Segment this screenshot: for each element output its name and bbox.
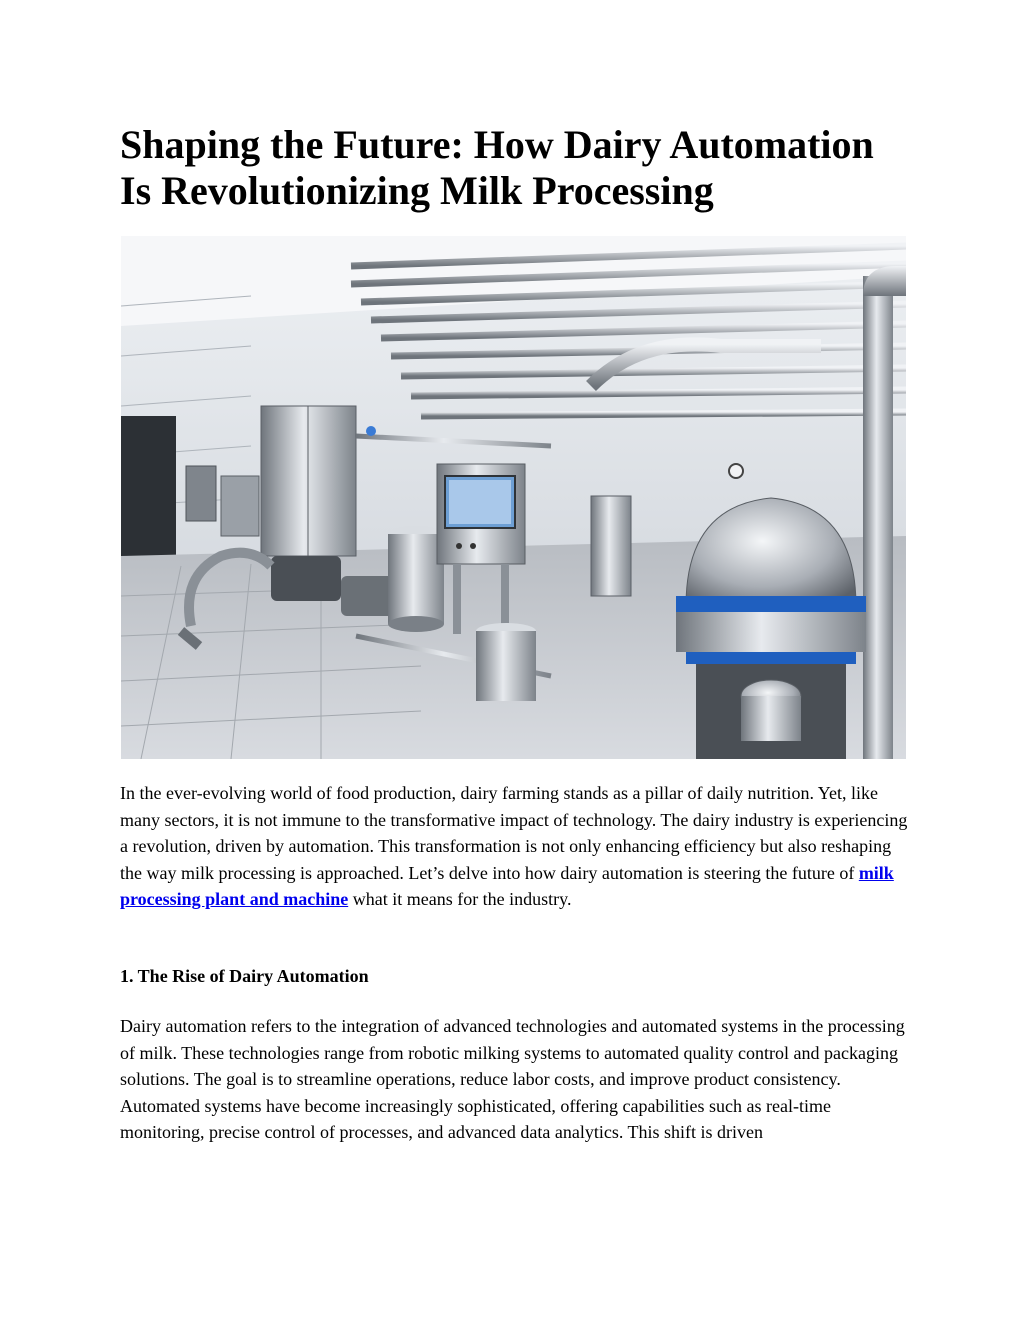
- intro-paragraph: [120, 780, 910, 913]
- title-line-2: Is Revolutionizing Milk Processing: [120, 168, 714, 213]
- milk-processing-plant-link[interactable]: milk processing plant and machine: [120, 862, 894, 910]
- hero-image: [121, 236, 906, 759]
- dairy-plant-illustration: [121, 236, 906, 759]
- section-body: [120, 1013, 910, 1146]
- title-line-1: Shaping the Future: How Dairy Automation: [120, 122, 874, 167]
- intro-text-before-link: In the ever-evolving world of food production, dairy farming stands as a pillar of daily nutrition. Yet, like many sectors, it is not immune to the transformative impact of technology. The dairy industry is experiencing a revolution, driven by automation. This transformation is not only enhancing efficiency but also reshaping the way milk processing is approached. Let’s delve into how dairy automation is steering the future of: [120, 783, 908, 883]
- section-paragraph-1: Dairy automation refers to the integration of advanced technologies and automated systems in the processing of milk. These technologies range from robotic milking systems to automated quality control and packaging solutions. The goal is to streamline operations, reduce labor costs, and improve product consistency.: [120, 1016, 905, 1090]
- section-heading: 1. The Rise of Dairy Automation: [120, 966, 369, 986]
- page-title: [120, 122, 920, 214]
- intro-text-after-link: what it means for the industry.: [348, 889, 572, 910]
- section-paragraph-2: Automated systems have become increasingly sophisticated, offering capabilities such as real-time monitoring, precise control of processes, and advanced data analytics. This shift is driven: [120, 1095, 831, 1143]
